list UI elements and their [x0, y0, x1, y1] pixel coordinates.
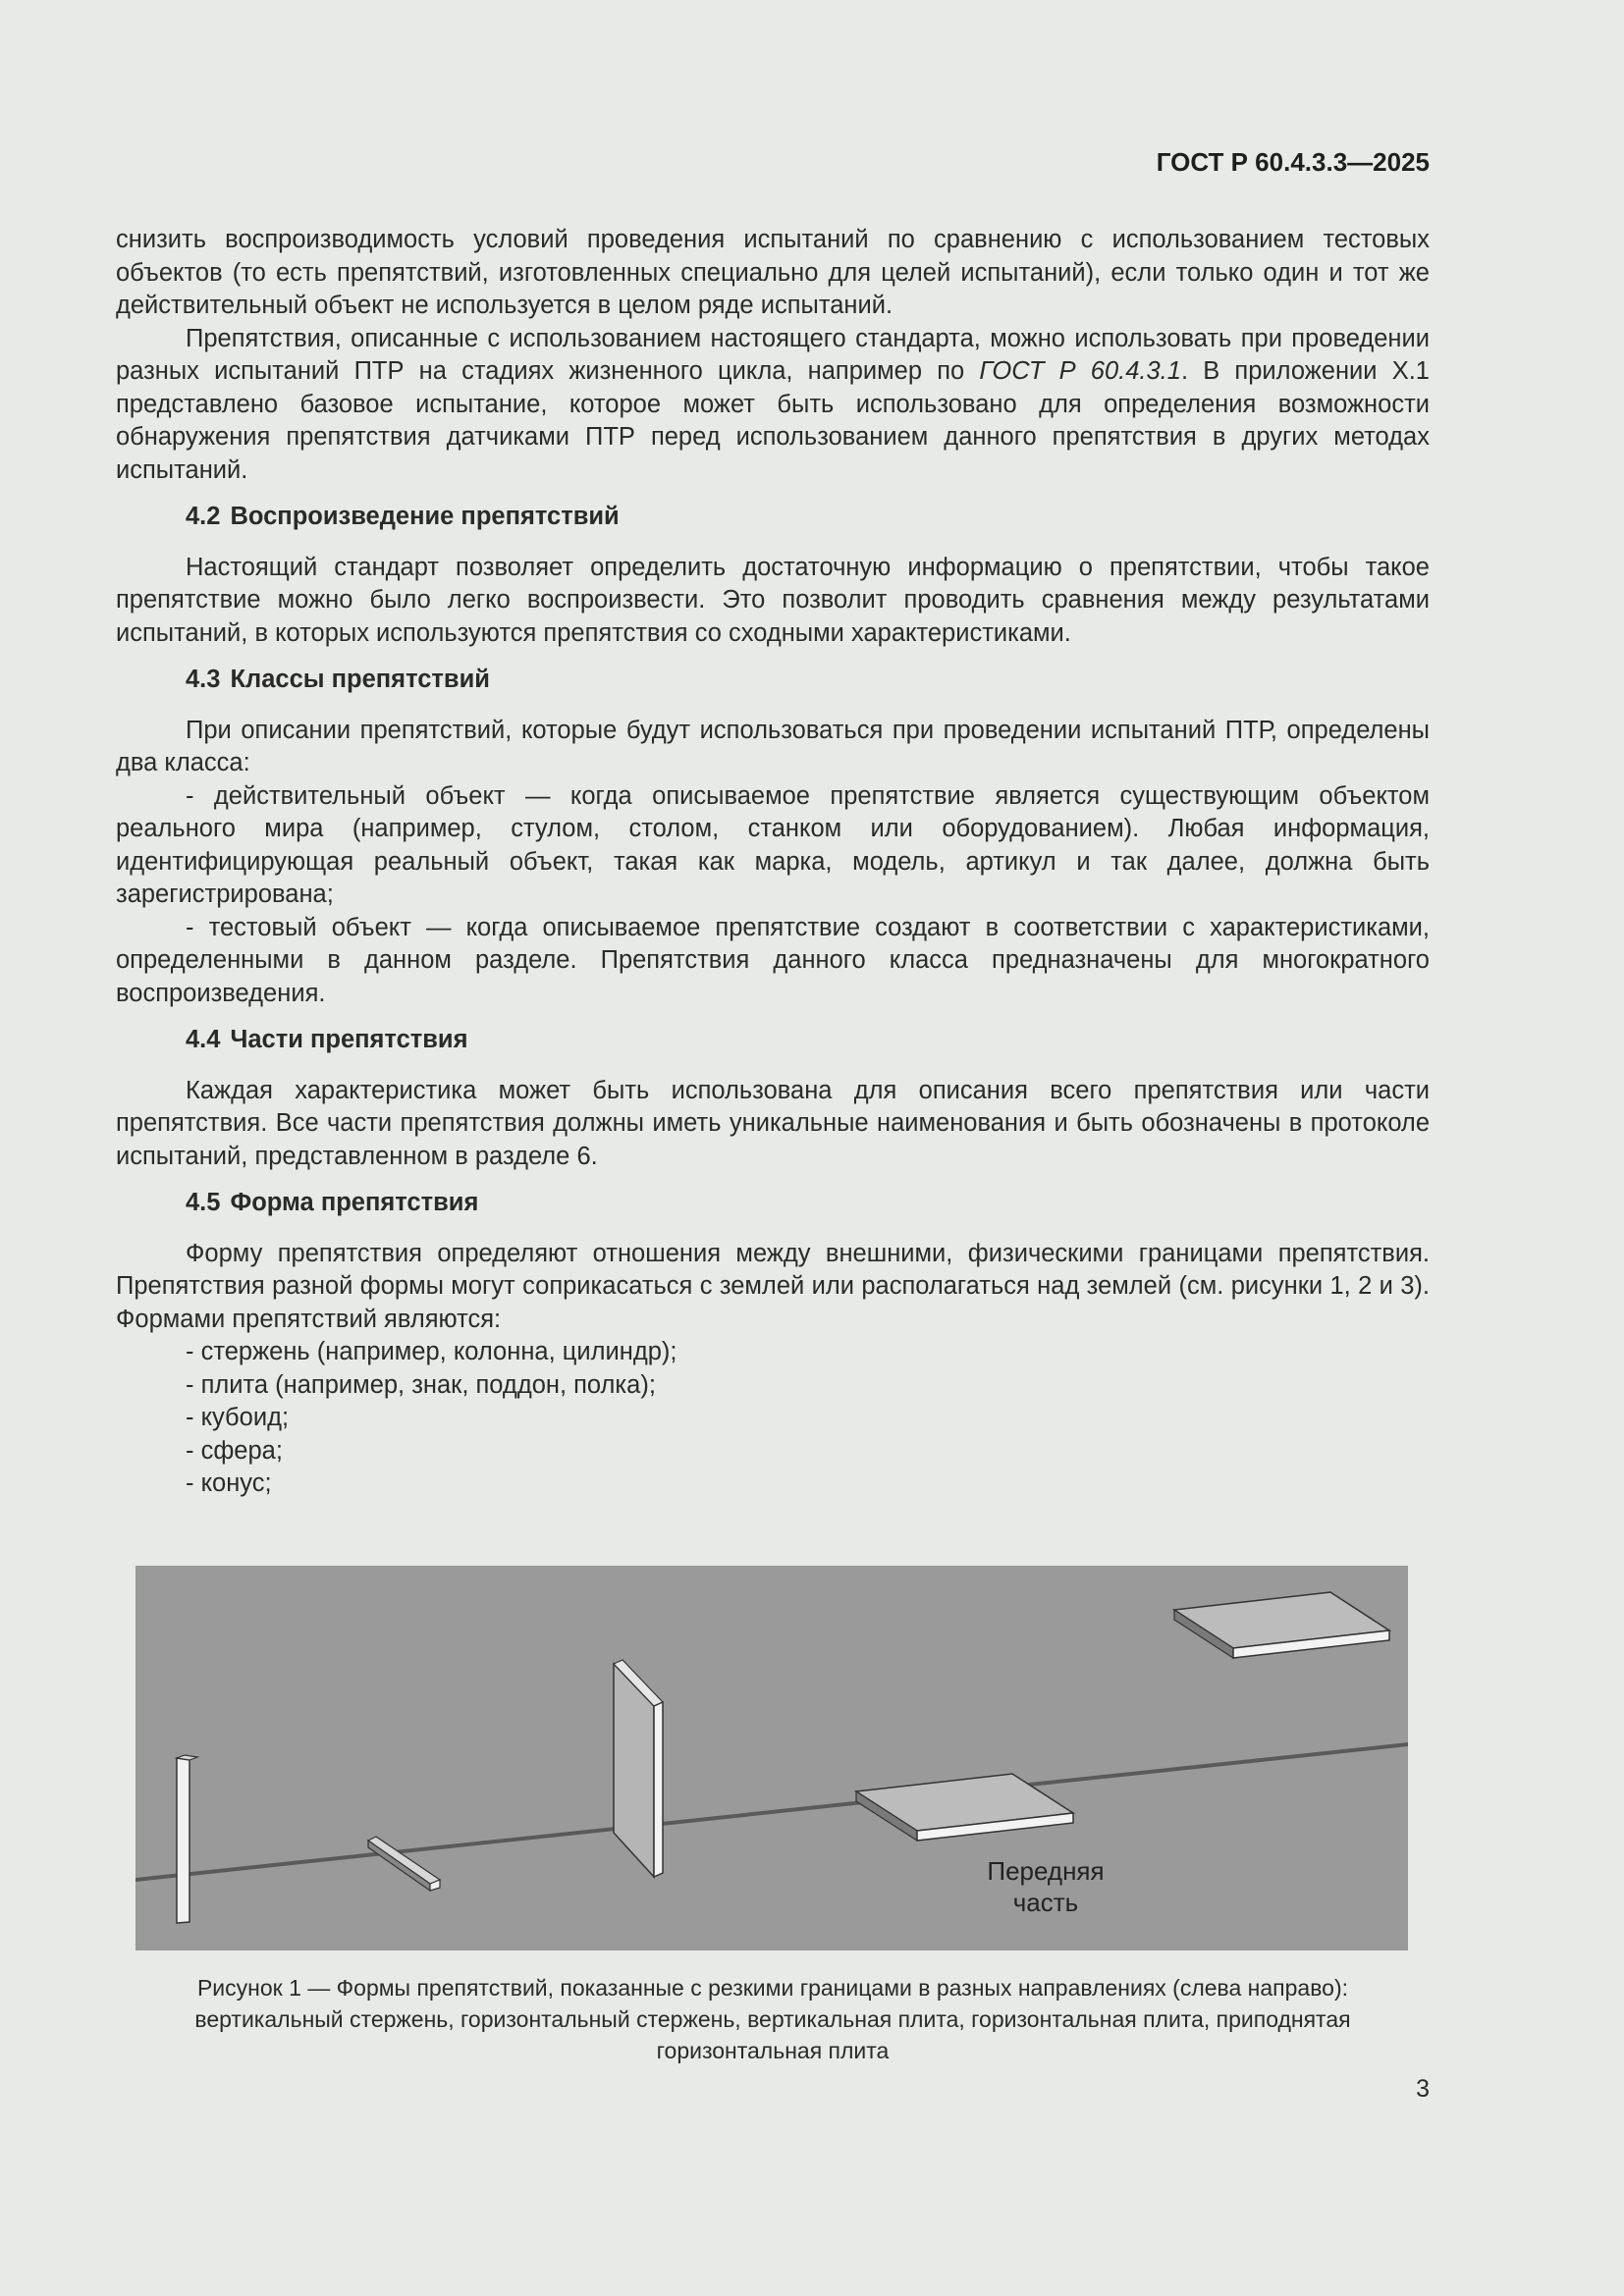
front-part-label-line2: часть	[1012, 1888, 1079, 1917]
list-item: - конус;	[186, 1469, 272, 1497]
list-item: - кубоид;	[186, 1404, 290, 1431]
page-number: 3	[1416, 2075, 1430, 2103]
paragraph: Каждая характеристика может быть использована для описания всего препятствия или части препятствия. Все части препятствия должны иметь уникальные наименования и быть обозначены в протоколе испытаний, представленном в разделе 6.	[116, 1076, 1430, 1170]
paragraph: Форму препятствия определяют отношения между внешними, физическими границами препятствия. Препятствия разной формы могут соприкасаться с землей или располагаться над землей (см. рисунки 1, 2 и 3). Формами препятствий являются:	[116, 1239, 1430, 1333]
paragraph: снизить воспроизводимость условий проведения испытаний по сравнению с использованием тестовых объектов (то есть препятствий, изготовленных специально для целей испытаний), если только один и тот же действительный объект не используется в целом ряде испытаний.	[116, 226, 1430, 319]
list-item: - плита (например, знак, поддон, полка);	[186, 1370, 656, 1399]
section-heading-4-3: 4.3 Классы препятствий	[186, 666, 490, 693]
paragraph: Препятствия, описанные с использованием настоящего стандарта, можно использовать при проведении разных испытаний ПТР на стадиях жизненного цикла, например по ГОСТ Р 60.4.3.1. В приложении Х.1 представлено базовое испытание, которое может быть использовано для определения возможности обнаружения препятствия датчиками ПТР перед использованием данного препятствия в других методах испытаний.	[116, 324, 1430, 484]
paragraph: При описании препятствий, которые будут использоваться при проведении испытаний ПТР, определены два класса:	[116, 716, 1430, 776]
paragraph: Настоящий стандарт позволяет определить достаточную информацию о препятствии, чтобы такое препятствие можно было легко воспроизвести. Это позволит проводить сравнения между результатами испытаний, в которых используются препятствия со сходными характеристиками.	[116, 553, 1430, 647]
list-item: - сфера;	[186, 1436, 283, 1465]
section-heading-4-4: 4.4 Части препятствия	[186, 1026, 468, 1053]
figure-obstacle-shapes	[135, 1566, 1408, 1950]
standard-reference: ГОСТ Р 60.4.3.1	[979, 357, 1181, 385]
figure-caption: Рисунок 1 — Формы препятствий, показанные с резкими границами в разных направлениях (слева направо): вертикальный стержень, горизонтальный стержень, вертикальная плита, горизонтальная плита, приподнятая горизонтальная плита	[194, 1975, 1351, 2063]
front-part-label-line1: Передняя	[987, 1856, 1105, 1886]
document-code: ГОСТ Р 60.4.3.3—2025	[1156, 147, 1430, 177]
section-heading-4-5: 4.5 Форма препятствия	[186, 1189, 479, 1216]
list-item: - тестовый объект — когда описываемое препятствие создают в соответствии с характеристиками, определенными в данном разделе. Препятствия данного класса предназначены для многократного воспроизведения.	[116, 913, 1430, 1007]
list-item: - стержень (например, колонна, цилиндр);	[186, 1338, 677, 1365]
page-content	[116, 224, 1430, 1501]
list-item: - действительный объект — когда описываемое препятствие является существующим объектом реального мира (например, стулом, столом, станком или оборудованием). Любая информация, идентифицирующая реальный объект, такая как марка, модель, артикул и так далее, должна быть зарегистрирована;	[116, 781, 1430, 908]
section-heading-4-2: 4.2 Воспроизведение препятствий	[186, 503, 620, 530]
